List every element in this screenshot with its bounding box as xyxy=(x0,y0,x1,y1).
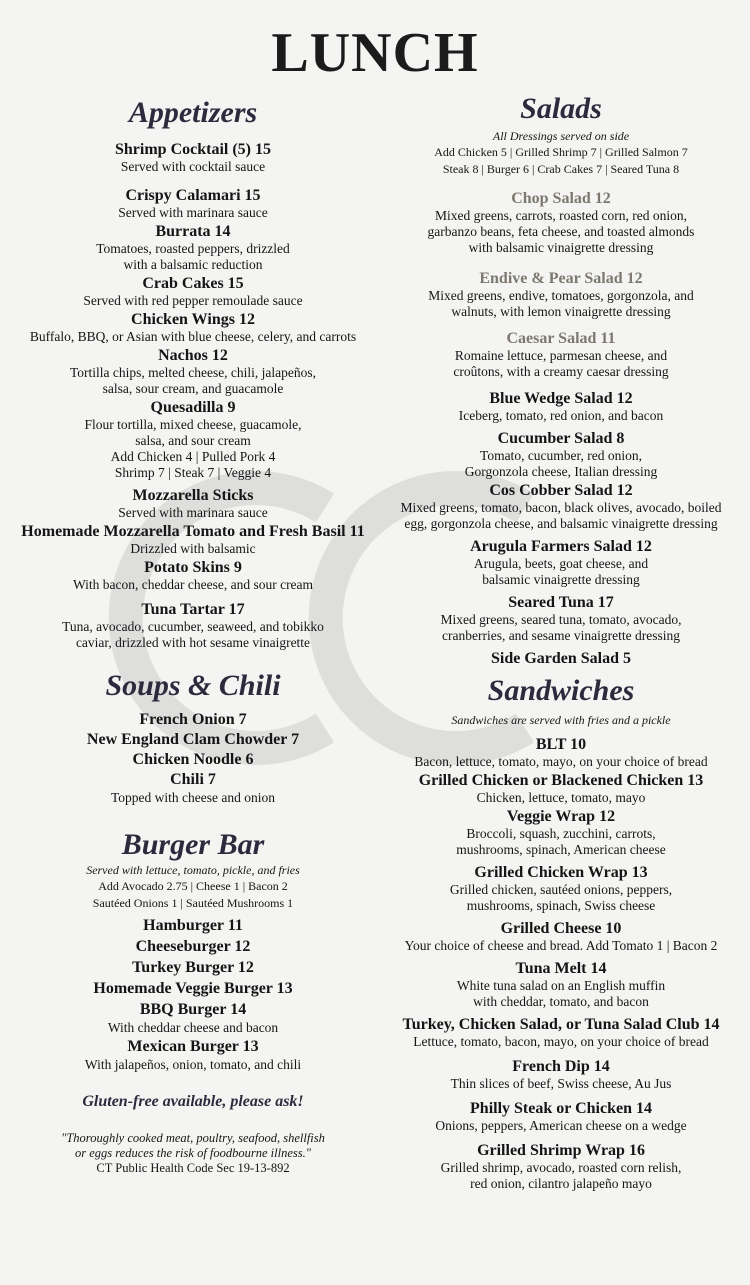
bbq-burger-desc: With cheddar cheese and bacon xyxy=(107,1020,279,1035)
burger-note: Served with lettuce, tomato, pickle, and fries xyxy=(86,863,300,877)
appetizer-list xyxy=(8,141,378,651)
menu-item-chicken-noodle: Chicken Noodle 6 xyxy=(132,751,254,768)
left-column xyxy=(8,96,378,1176)
menu-item-nachos: Nachos 12 Tortilla chips, melted cheese, chili, jalapeños, salsa, sour cream, and guacamole xyxy=(69,347,317,396)
menu-item-clam-chowder: New England Clam Chowder 7 xyxy=(86,731,300,748)
menu-item-shrimp-cocktail: Shrimp Cocktail (5) 15 Served with cocktail sauce xyxy=(115,141,271,174)
salad-list xyxy=(380,190,742,668)
menu-item-blue-wedge-salad: Blue Wedge Salad 12 Iceberg, tomato, red onion, and bacon xyxy=(458,390,664,423)
soup-list xyxy=(8,710,378,806)
menu-item-bbq-burger: BBQ Burger 14 xyxy=(139,1001,247,1018)
menu-item-cucumber-salad: Cucumber Salad 8 Tomato, cucumber, red onion, Gorgonzola cheese, Italian dressing xyxy=(464,430,658,479)
burger-list xyxy=(8,915,378,1073)
menu-item-philly-steak: Philly Steak or Chicken 14 Onions, peppers, American cheese on a wedge xyxy=(435,1100,687,1133)
sandwiches-heading: Sandwiches xyxy=(487,674,635,707)
sandwich-list xyxy=(380,736,742,1192)
menu-item-grilled-shrimp-wrap: Grilled Shrimp Wrap 16 Grilled shrimp, avocado, roasted corn relish, red onion, cilantro jalapeño mayo xyxy=(440,1142,682,1191)
menu-item-club: Turkey, Chicken Salad, or Tuna Salad Club 14 Lettuce, tomato, bacon, mayo, on your choice of bread xyxy=(402,1016,720,1049)
menu-item-tuna-melt: Tuna Melt 14 White tuna salad on an English muffin with cheddar, tomato, and bacon xyxy=(456,960,666,1009)
menu-item-grilled-chicken-wrap: Grilled Chicken Wrap 13 Grilled chicken, sautéed onions, peppers, mushrooms, spinach, Swiss cheese xyxy=(449,864,673,913)
menu-item-french-onion: French Onion 7 xyxy=(139,711,247,728)
menu-item-grilled-cheese: Grilled Cheese 10 Your choice of cheese and bread. Add Tomato 1 | Bacon 2 xyxy=(404,920,718,953)
menu-item-veggie-burger: Homemade Veggie Burger 13 xyxy=(93,980,293,997)
menu-item-veggie-wrap: Veggie Wrap 12 Broccoli, squash, zucchini, carrots, mushrooms, spinach, American cheese xyxy=(456,808,666,857)
burger-addons-2: Sautéed Onions 1 | Sautéed Mushrooms 1 xyxy=(92,896,294,910)
menu-item-cheeseburger: Cheeseburger 12 xyxy=(135,938,251,955)
menu-item-burrata: Burrata 14 Tomatoes, roasted peppers, drizzled with a balsamic reduction xyxy=(96,223,290,272)
menu-item-side-garden-salad: Side Garden Salad 5 xyxy=(490,650,632,667)
menu-item-homemade-mozzarella: Homemade Mozzarella Tomato and Fresh Basil 11 Drizzled with balsamic xyxy=(21,523,365,556)
menu-item-chicken-wings: Chicken Wings 12 Buffalo, BBQ, or Asian with blue cheese, celery, and carrots xyxy=(29,311,357,344)
menu-item-chili: Chili 7 xyxy=(170,771,216,788)
menu-item-quesadilla: Quesadilla 9 Flour tortilla, mixed cheese, guacamole, salsa, and sour cream Add Chicken 4 | Pulled Pork 4 Shrimp 7 | Steak 7 | Veggie 4 xyxy=(84,399,302,480)
gluten-free-note: Gluten-free available, please ask! xyxy=(82,1093,304,1110)
mexican-burger-desc: With jalapeños, onion, tomato, and chili xyxy=(84,1057,302,1072)
sandwiches-note: Sandwiches are served with fries and a pickle xyxy=(451,713,671,727)
menu-item-endive-pear-salad: Endive & Pear Salad 12 Mixed greens, endive, tomatoes, gorgonzola, and walnuts, with lemon vinaigrette dressing xyxy=(428,270,694,319)
menu-item-grilled-chicken: Grilled Chicken or Blackened Chicken 13 Chicken, lettuce, tomato, mayo xyxy=(418,772,704,805)
right-column xyxy=(380,92,742,1192)
salads-addons-1: Add Chicken 5 | Grilled Shrimp 7 | Grilled Salmon 7 xyxy=(434,145,688,159)
salads-note: All Dressings served on side xyxy=(492,129,630,143)
chili-desc: Topped with cheese and onion xyxy=(110,790,275,805)
health-notice: "Thoroughly cooked meat, poultry, seafood, shellfish or eggs reduces the risk of foodbourne illness." CT Public Health Code Sec 19-13-892 xyxy=(61,1131,325,1175)
menu-item-turkey-burger: Turkey Burger 12 xyxy=(132,959,254,976)
menu-item-cos-cobber-salad: Cos Cobber Salad 12 Mixed greens, tomato, bacon, black olives, avocado, boiled egg, gorgonzola cheese, and balsamic vinaigrette dressing xyxy=(400,482,722,531)
menu-item-chop-salad: Chop Salad 12 Mixed greens, carrots, roasted corn, red onion, garbanzo beans, feta cheese, and toasted almonds with balsamic vinaigrette dressing xyxy=(427,190,695,255)
menu-item-crispy-calamari: Crispy Calamari 15 Served with marinara sauce xyxy=(118,187,268,220)
menu-item-arugula-farmers-salad: Arugula Farmers Salad 12 Arugula, beets, goat cheese, and balsamic vinaigrette dressing xyxy=(470,538,652,587)
appetizers-heading: Appetizers xyxy=(128,96,258,129)
menu-item-caesar-salad: Caesar Salad 11 Romaine lettuce, parmesan cheese, and croûtons, with a creamy caesar dressing xyxy=(453,330,669,379)
soups-heading: Soups & Chili xyxy=(105,669,281,702)
menu-item-crab-cakes: Crab Cakes 15 Served with red pepper remoulade sauce xyxy=(83,275,303,308)
burger-bar-heading: Burger Bar xyxy=(121,828,265,861)
menu-item-mexican-burger: Mexican Burger 13 xyxy=(127,1038,259,1055)
menu-item-seared-tuna: Seared Tuna 17 Mixed greens, seared tuna, tomato, avocado, cranberries, and sesame vinaigrette dressing xyxy=(440,594,682,643)
salads-addons-2: Steak 8 | Burger 6 | Crab Cakes 7 | Seared Tuna 8 xyxy=(442,162,680,176)
menu-item-potato-skins: Potato Skins 9 With bacon, cheddar cheese, and sour cream xyxy=(72,559,314,592)
menu-item-tuna-tartar: Tuna Tartar 17 Tuna, avocado, cucumber, seaweed, and tobikko caviar, drizzled with hot sesame vinaigrette xyxy=(62,601,324,650)
menu-item-french-dip: French Dip 14 Thin slices of beef, Swiss cheese, Au Jus xyxy=(450,1058,672,1091)
menu-item-hamburger: Hamburger 11 xyxy=(143,917,243,934)
menu-item-blt: BLT 10 Bacon, lettuce, tomato, mayo, on your choice of bread xyxy=(414,736,708,769)
burger-addons-1: Add Avocado 2.75 | Cheese 1 | Bacon 2 xyxy=(98,879,288,893)
salads-heading: Salads xyxy=(520,92,602,125)
page-title: LUNCH xyxy=(271,22,479,84)
menu-item-mozzarella-sticks: Mozzarella Sticks Served with marinara sauce xyxy=(118,487,268,520)
